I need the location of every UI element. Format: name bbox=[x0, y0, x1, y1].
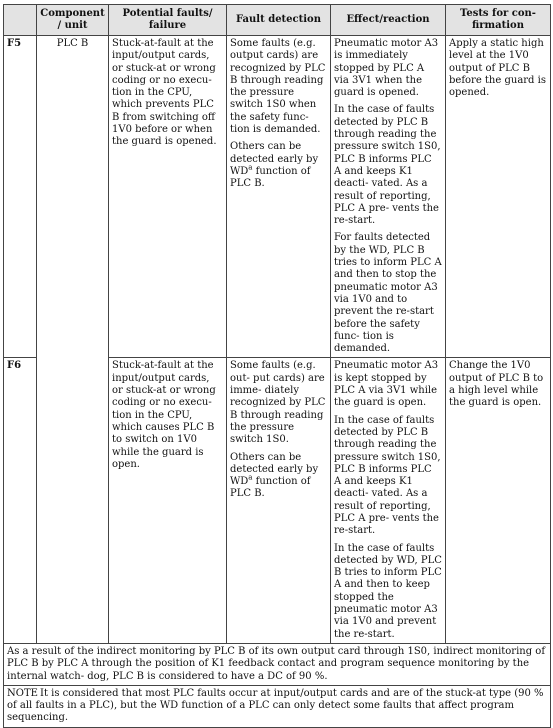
detection-text: Some faults (e.g. output cards) are recognized by PLC B through reading the pressure switch 1S0 when the safety func- tion is demanded. bbox=[230, 38, 326, 136]
effect-text: Pneumatic motor A3 is immediately stopped by PLC A via 3V1 when the guard is opened. bbox=[334, 38, 439, 99]
effect-text: Pneumatic motor A3 is kept stopped by PLC A via 3V1 while the guard is open. bbox=[334, 360, 439, 409]
faults-text: Stuck-at-fault at the input/output cards, or stuck-at or wrong coding or no execu- tion in the CPU, which prevents PLC B from switching off 1V0 before or when the guard is opened. bbox=[112, 38, 217, 148]
effect-text: In the case of faults detected by PLC B through reading the pressure switch 1S0, PLC B informs PLC A and keeps K1 deacti- vated. As a result of reporting, PLC A pre- vents the re-start. bbox=[334, 104, 441, 227]
fmea-table bbox=[3, 4, 551, 728]
summary-text: As a result of the indirect monitoring by PLC B of its own output card through 1S0, indirect monitoring of PLC B by PLC A through the position of K1 feedback contact and program sequence monitoring by the internal watch- dog, PLC B is considered to have a DC of 90 %. bbox=[4, 643, 551, 685]
effect-cell bbox=[331, 36, 446, 358]
row-id: F6 bbox=[4, 358, 37, 644]
detection-cell bbox=[227, 358, 331, 644]
footnote-marker: a bbox=[248, 473, 253, 482]
note-text: It is considered that most PLC faults occur at input/output cards and are of the stuck-at type (90 % of all faults in a PLC), but the WD function of a PLC can only detect some faults that affect program sequencing. bbox=[7, 687, 544, 724]
footnote-marker: a bbox=[248, 163, 253, 172]
effect-cell bbox=[331, 358, 446, 644]
tests-cell bbox=[446, 36, 551, 358]
header-detection: Fault detection bbox=[227, 5, 331, 36]
header-id bbox=[4, 5, 37, 36]
faults-cell bbox=[109, 36, 227, 358]
detection-wd-text bbox=[230, 141, 327, 190]
detection-wd-tail: function of PLC B. bbox=[230, 165, 311, 190]
detection-cell bbox=[227, 36, 331, 358]
note-cell bbox=[4, 685, 551, 727]
header-component: Component/ unit bbox=[37, 5, 109, 36]
table-row-f5 bbox=[4, 36, 551, 358]
detection-wd-text bbox=[230, 452, 327, 501]
note-label: NOTE bbox=[7, 687, 38, 699]
unit-cell: PLC B bbox=[37, 36, 109, 644]
faults-text: Stuck-at-fault at the input/output cards, or stuck-at or wrong coding or no execu- tion in the CPU, which causes PLC B to switch on 1V0 while the guard is open. bbox=[112, 360, 216, 470]
header-faults: Potential faults/ failure bbox=[109, 5, 227, 36]
summary-row bbox=[4, 643, 551, 685]
detection-text: Some faults (e.g. out- put cards) are imme- diately recognized by PLC B through reading the pressure switch 1S0. bbox=[230, 360, 326, 446]
detection-wd-lead: Others can be detected early by WD bbox=[230, 451, 319, 488]
effect-text: In the case of faults detected by WD, PLC B tries to inform PLC A and then to keep stopped the pneumatic motor A3 via 1V0 and prevent the re-start. bbox=[334, 542, 442, 640]
faults-cell bbox=[109, 358, 227, 644]
detection-wd-tail: function of PLC B. bbox=[230, 476, 311, 500]
effect-text: In the case of faults detected by PLC B through reading the pressure switch 1S0, PLC B informs PLC A and keeps K1 deacti- vated. As a result of reporting, PLC A pre- vents the re-start. bbox=[334, 414, 441, 537]
header-row bbox=[4, 5, 551, 36]
note-row bbox=[4, 685, 551, 727]
tests-text: Change the 1V0 output of PLC B to a high level while the guard is open. bbox=[449, 360, 544, 409]
row-id: F5 bbox=[4, 36, 37, 358]
header-effect: Effect/reaction bbox=[331, 5, 446, 36]
header-tests: Tests for con- firmation bbox=[446, 5, 551, 36]
tests-text: Apply a static high level at the 1V0 output of PLC B before the guard is opened. bbox=[449, 38, 546, 99]
detection-wd-lead: Others can be detected early by WD bbox=[230, 141, 319, 177]
effect-text: For faults detected by the WD, PLC B tries to inform PLC A and then to stop the pneumatic motor A3 via 1V0 and to prevent the re-start before the safety func- tion is demanded. bbox=[334, 232, 442, 355]
tests-cell bbox=[446, 358, 551, 644]
